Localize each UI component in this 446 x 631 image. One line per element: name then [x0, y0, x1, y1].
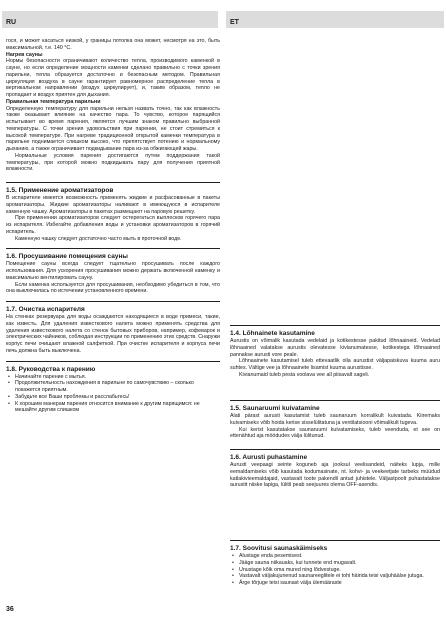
section-title-1-4-et: 1.4. Lõhnainete kasutamine [230, 325, 440, 338]
section-1-4-paragraph-1: Aurustis on võimalik kasutada vedelaid ja kotikestesse pakitud lõhnaaineid. Vedelad lõhnaained valatakse aurustis olevatesse kivianumatesse, kotikestega lõhnaained pannakse aurusti vore peale. [230, 338, 440, 358]
estonian-column-top [230, 325, 440, 379]
list-item: • Ärge tõrjuge teisi saunast välja ülemääraste [230, 580, 440, 587]
estonian-column-bottom [230, 540, 440, 587]
section-1-6-paragraph-2: Если каменка используется для просушивания, необходимо убедиться в том, что она выключилась по истечении установленного времени. [6, 281, 220, 295]
language-header-et [226, 11, 444, 28]
section-title-1-5-ru: 1.5. Применение ароматизаторов [6, 182, 220, 195]
heating-subtitle: Нагрев сауны [6, 51, 43, 58]
section-1-5-paragraph-3: Каменную чашку следует достаточно часто мыть в проточной воде. [15, 235, 182, 242]
section-1-6-paragraph-1: Помещение сауны всегда следует тщательно просушивать после каждого использования. Для ускорения просушивания можно держать включенной каменку и максимально вентилировать сауну. [6, 261, 220, 281]
sauna-tips-list-ru [6, 374, 220, 415]
page-number: 36 [6, 606, 14, 613]
section-1-5-paragraph-1: В испарителе имеется возможность применять жидкие и расфасованные в пакеты ароматизаторы. Жидкие ароматизаторы наливают в имеющуюся в испарителе каменную чашку. Ароматизаторы в пакетах размещают на паровую решетку. [6, 195, 220, 215]
list-item: • Unustage kõik oma mured ning lõdvestuge. [230, 567, 440, 574]
language-code-ru: RU [6, 19, 17, 26]
heating-paragraph: Нормы безопасности ограничивают количество тепла, производимого каменкой в сауне, но если определение мощности каменки сделано правильно с точки зрения парильни, тепла образуется достаточно и безопасным методом. Правильная циркуляция воздуха в сауне гарантирует равномерное распределение тепла в вертикальном направлении (воздух циркулирует), и, таким образом, тепло не пропадает и воздух приятен для дыхания. [6, 58, 220, 98]
section-1-5-et-paragraph-2: Kui kerist kasutatakse saunaruumi kuivatamiseks, tuleb veenduda, et see on ettenähtud aja möödudes välja lülitunud. [230, 426, 440, 440]
section-1-4-paragraph-3: Kivianumaid tuleb pesta voolava vee all piisavalt sageli. [239, 371, 370, 378]
list-item: • Jääge sauna niikauaks, kui tunnete end mugavalt. [230, 560, 440, 567]
section-1-5-paragraph-2: При применении ароматизаторов следует остерегаться выплесков горячего пара из испарителя. Избегайте добавления воды и установки ароматизаторов в горячий испаритель. [6, 215, 220, 235]
list-item: • К хорошим манерам парения относится внимание к другим парящимся: не мешайте другим слишком [6, 401, 220, 415]
language-header-ru [2, 11, 218, 28]
section-1-5-et-paragraph-1: Alati pärast aurusti kasutamist tuleb saunaruum korralikult kuivatada. Kiiremaks kuivamiseks võib hoida kerise sisselülitatuna ja ventilatsiooni võimalikult tugeva. [230, 413, 440, 426]
list-item: • Начинайте парение с мытья. [6, 374, 220, 381]
section-1-7-paragraph-1: На стенках резервуара для воды осаждаются находящиеся в воде примеси, такие, как известь. Для удаления известкового налета можно применять средства для удаления известкового налета со стенок бытовых приборов, например, кофеварок и электрических чайников, соблюдая инструкции по применению этих средств. Снаружи корпус печи очищают влажной салфеткой. При очистке испарителя и корпуса печи печь должна быть выключена. [6, 314, 220, 354]
section-1-4-paragraph-2: Lõhnaainete kasutamisel tuleb ettevaatlik olla aurustist väljapaiskuva kuuma auru suhtes. Vältige vee ja lõhnaainete lisamist kuuma aurustisse. [230, 358, 440, 371]
temperature-paragraph-2: Нормальные условия парения достигаются путем поддержания такой температуры, при которой можно подкидывать пару для получения приятной влажности. [6, 152, 220, 173]
estonian-column-middle [230, 400, 440, 489]
russian-column [6, 38, 220, 414]
section-title-1-7-et: 1.7. Soovitusi saunaskäimiseks [230, 540, 440, 553]
section-title-1-6-et: 1.6. Aurusti puhastamine [230, 449, 440, 462]
language-code-et: ET [230, 19, 239, 26]
section-title-1-6-ru: 1.6. Просушивание помещения сауны [6, 248, 220, 261]
sauna-tips-list-et [230, 553, 440, 587]
intro-paragraph: гося, и может касаться низкой, у границы потолка она может, несмотря на это, быть максимальной, т.е. 140 °С. [6, 38, 220, 51]
section-title-1-8-ru: 1.8. Руководства к парению [6, 361, 220, 374]
section-title-1-5-et: 1.5. Saunaruumi kuivatamine [230, 400, 440, 413]
list-item: • Vastavalt väljakujunenud saunareeglitele ei tohi häirida teisi valjuhäälse jutuga. [230, 573, 440, 580]
temperature-paragraph: Определенную температуру для парильни нельзя назвать точно, так как влажность также оказывает влияние на качество пара. То чувство, которое парящийся испытывает во время парения, является лучшим знаком правильно выбранной температуры. С точки зрения удовольствия при парении, не стоит стремиться к высокой температуре. При нагреве традиционной открытой каменки температура в парильне поднимается слишком высоко, что препятствует потению и нормальному дыханию, а также ограничивает подкидывание пара из-за обжигающей жары. [6, 105, 220, 152]
list-item: • Alustage enda pesemisest. [230, 553, 440, 560]
temperature-subtitle: Правильная температура парильни [6, 98, 101, 105]
section-title-1-7-ru: 1.7. Очистка испарителя [6, 301, 220, 314]
list-item: • Забудьте все Ваши проблемы и расслабьтесь! [6, 394, 220, 401]
list-item: • Продолжительность нахождения в парильне по самочувствию – сколько покажется приятным. [6, 380, 220, 394]
section-1-6-et-paragraph-1: Aurusti veepaagi seinte koguneb aja jooksul veelisandeid, näiteks lupja, mille eemaldamiseks võib kasutada kodumasinate, nt. kohvi- ja veekeetjate tarbeks müüdud katlakivieemaldajaid, vastavalt toote pakendil antud juhistele. Väljastpoolt puhastatakse aurustit niiske lapiga, lülitil peab seejuures olema OFF-asendis. [230, 462, 440, 489]
